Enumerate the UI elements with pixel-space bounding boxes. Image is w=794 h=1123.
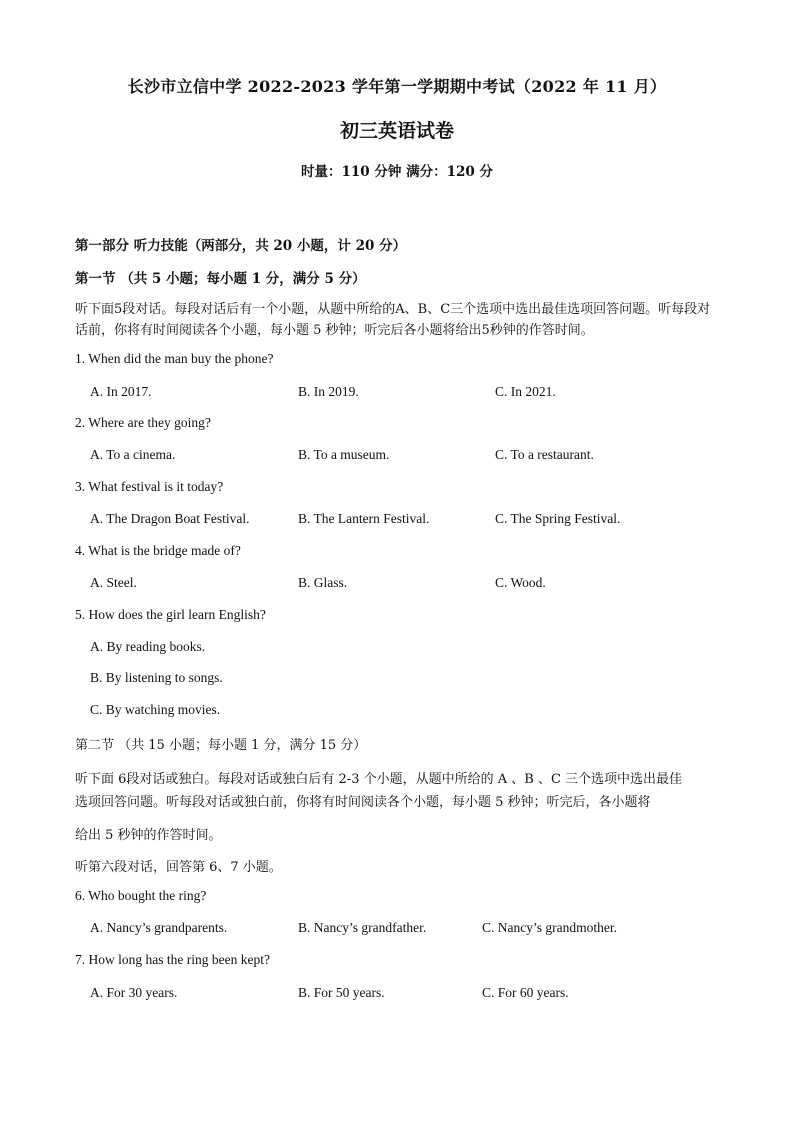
question-2-option-b: B. To a museum. <box>298 447 390 462</box>
section2-instructions-line2: 选项回答问题。听每段对话或独白前，你将有时间阅读各个小题，每小题 5 秒钟；听完后，各小题将 <box>75 795 651 810</box>
question-1-stem: 1. When did the man buy the phone? <box>75 351 274 366</box>
exam-title: 长沙市立信中学 2022-2023 学年第一学期期中考试（2022 年 11 月） <box>127 77 667 96</box>
question-7-option-c: C. For 60 years. <box>482 985 569 1000</box>
question-6-stem: 6. Who bought the ring? <box>75 888 207 903</box>
question-5-option-c: C. By watching movies. <box>90 702 221 717</box>
question-7-option-a: A. For 30 years. <box>90 985 178 1000</box>
question-3-stem: 3. What festival is it today? <box>75 479 224 494</box>
question-4-option-a: A. Steel. <box>90 575 137 590</box>
question-6-option-c: C. Nancy’s grandmother. <box>482 920 617 935</box>
section2-heading: 第二节 （共 15 小题；每小题 1 分，满分 15 分） <box>75 738 367 753</box>
question-3-option-b: B. The Lantern Festival. <box>298 511 430 526</box>
question-1-option-a: A. In 2017. <box>90 384 152 399</box>
part1-heading: 第一部分 听力技能（两部分，共 20 小题，计 20 分） <box>75 238 407 254</box>
question-4-option-b: B. Glass. <box>298 575 348 590</box>
paper-subtitle: 初三英语试卷 <box>339 120 454 142</box>
question-3-option-a: A. The Dragon Boat Festival. <box>90 511 250 526</box>
question-5-stem: 5. How does the girl learn English? <box>75 607 266 622</box>
question-5-option-b: B. By listening to songs. <box>90 670 223 685</box>
question-7-option-b: B. For 50 years. <box>298 985 385 1000</box>
question-1-option-b: B. In 2019. <box>298 384 359 399</box>
time-and-score-info: 时量：110 分钟 满分：120 分 <box>301 164 493 180</box>
question-2-stem: 2. Where are they going? <box>75 415 211 430</box>
question-5-option-a: A. By reading books. <box>90 639 206 654</box>
question-2-option-c: C. To a restaurant. <box>495 447 594 462</box>
question-6-option-b: B. Nancy’s grandfather. <box>298 920 427 935</box>
question-3-option-c: C. The Spring Festival. <box>495 511 621 526</box>
question-7-stem: 7. How long has the ring been kept? <box>75 952 270 967</box>
question-4-option-c: C. Wood. <box>495 575 546 590</box>
question-4-stem: 4. What is the bridge made of? <box>75 543 241 558</box>
section1-heading: 第一节 （共 5 小题；每小题 1 分，满分 5 分） <box>75 271 366 287</box>
question-1-option-c: C. In 2021. <box>495 384 556 399</box>
section2-instructions-line3: 给出 5 秒钟的作答时间。 <box>75 828 222 843</box>
section2-instructions-line1: 听下面 6段对话或独白。每段对话或独白后有 2-3 个小题，从题中所给的 A 、B 、C 三个选项中选出最佳 <box>75 772 683 787</box>
dialog6-instruction: 听第六段对话，回答第 6、7 小题。 <box>75 860 282 875</box>
section1-instructions: 听下面5段对话。每段对话后有一个小题，从题中所给的A、B、C三个选项中选出最佳选项回答问题。听每段对话前，你将有时间阅读各个小题，每小题 5 秒钟；听完后各小题将给出5秒钟的作答时间。 <box>75 302 711 338</box>
question-6-option-a: A. Nancy’s grandparents. <box>90 920 228 935</box>
question-2-option-a: A. To a cinema. <box>90 447 176 462</box>
